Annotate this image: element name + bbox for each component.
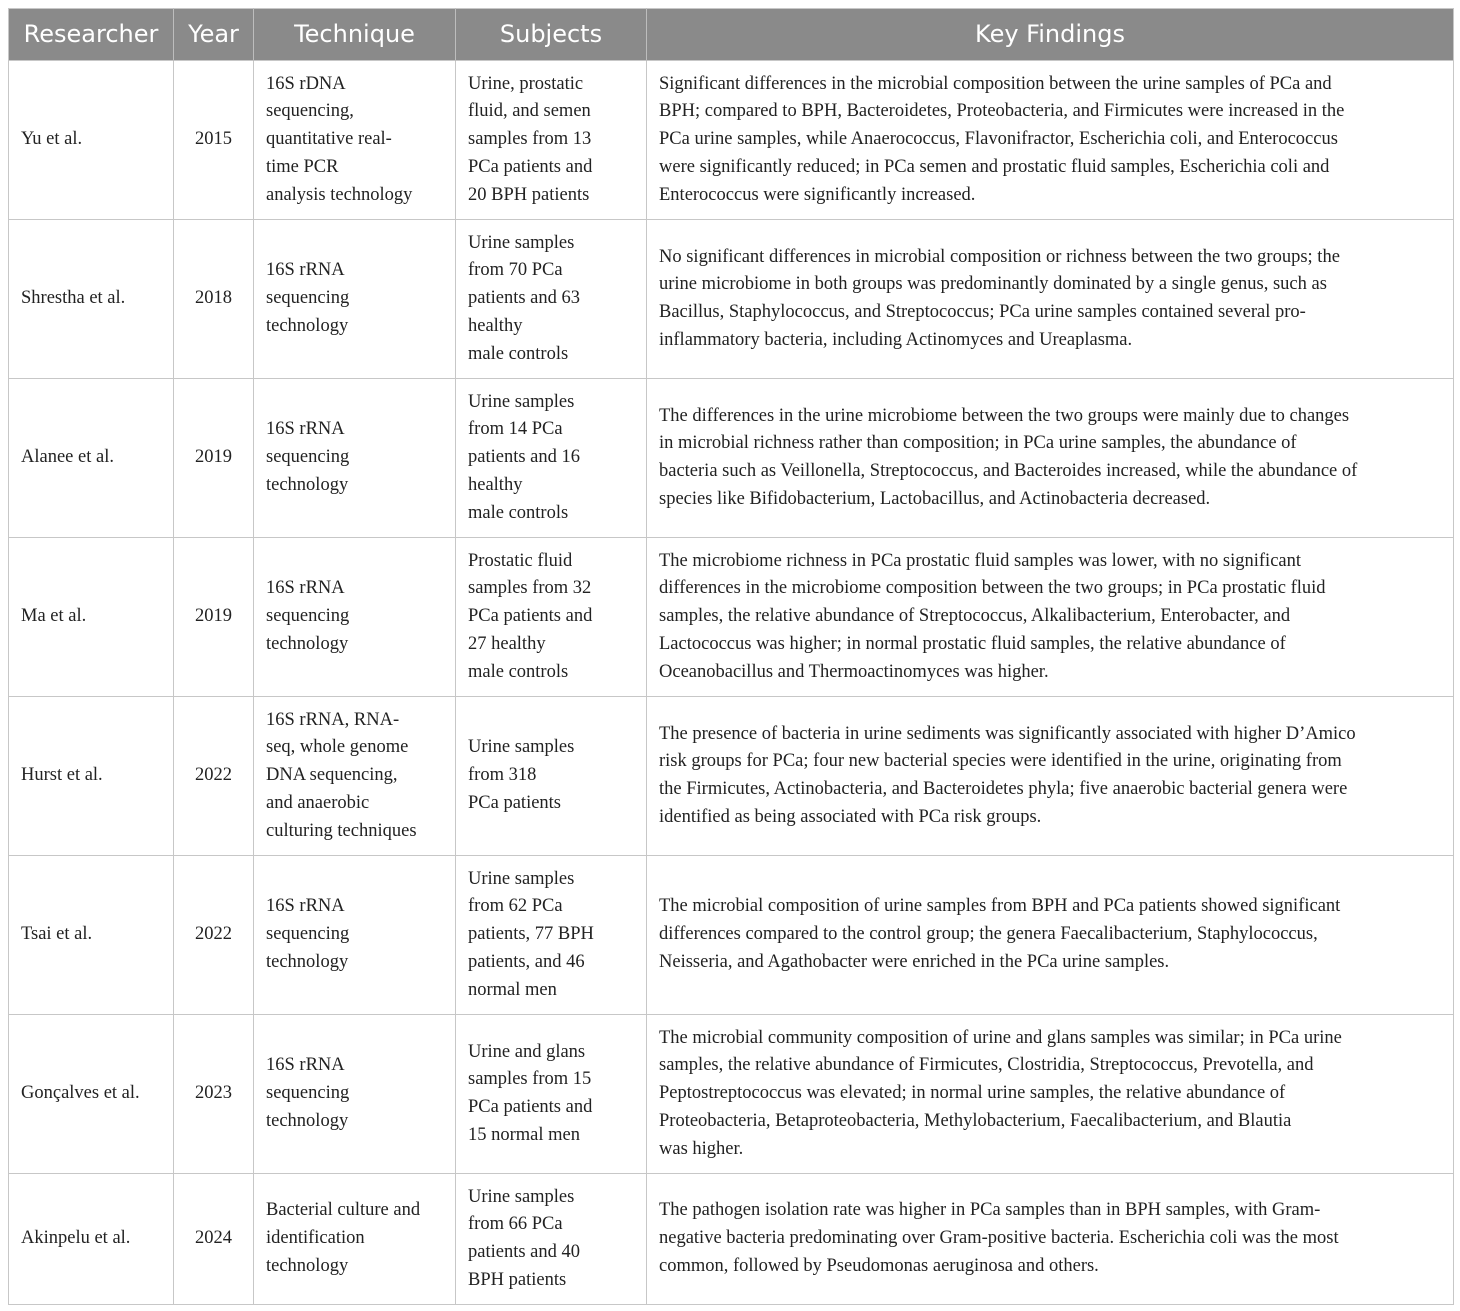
table-row <box>9 697 1454 856</box>
subjects-cell: Urine samples from 318 PCa patients <box>456 697 647 856</box>
subjects-cell: Urine samples from 66 PCa patients and 40 BPH patients <box>456 1174 647 1305</box>
header-researcher: Researcher <box>9 9 174 61</box>
year-cell: 2018 <box>174 220 254 379</box>
researcher-cell: Yu et al. <box>9 61 174 220</box>
researcher-cell: Alanee et al. <box>9 379 174 538</box>
table-row <box>9 538 1454 697</box>
header-key-findings: Key Findings <box>647 9 1454 61</box>
subjects-cell: Prostatic fluid samples from 32 PCa patients and 27 healthy male controls <box>456 538 647 697</box>
header-subjects: Subjects <box>456 9 647 61</box>
table-row <box>9 856 1454 1015</box>
findings-cell: The pathogen isolation rate was higher in PCa samples than in BPH samples, with Gram- negative bacteria predominating over Gram-positive bacteria. Escherichia coli was the most common, followed by Pseudomonas aeruginosa and others. <box>647 1174 1454 1305</box>
findings-cell: The differences in the urine microbiome between the two groups were mainly due to changes in microbial richness rather than composition; in PCa urine samples, the abundance of bacteria such as Veillonella, Streptococcus, and Bacteroides increased, while the abundance of species like Bifidobacterium, Lactobacillus, and Actinobacteria decreased. <box>647 379 1454 538</box>
technique-cell: 16S rRNA sequencing technology <box>254 220 456 379</box>
studies-table <box>8 8 1454 1305</box>
researcher-cell: Akinpelu et al. <box>9 1174 174 1305</box>
technique-cell: 16S rRNA, RNA- seq, whole genome DNA sequencing, and anaerobic culturing techniques <box>254 697 456 856</box>
findings-cell: No significant differences in microbial composition or richness between the two groups; the urine microbiome in both groups was predominantly dominated by a single genus, such as Bacillus, Staphylococcus, and Streptococcus; PCa urine samples contained several pro- inflammatory bacteria, including Actinomyces and Ureaplasma. <box>647 220 1454 379</box>
researcher-cell: Tsai et al. <box>9 856 174 1015</box>
findings-cell: The microbial community composition of urine and glans samples was similar; in PCa urine samples, the relative abundance of Firmicutes, Clostridia, Streptococcus, Prevotella, and Peptostreptococcus was elevated; in normal urine samples, the relative abundance of Proteobacteria, Betaproteobacteria, Methylobacterium, Faecalibacterium, and Blautia was higher. <box>647 1015 1454 1174</box>
year-cell: 2022 <box>174 856 254 1015</box>
year-cell: 2019 <box>174 379 254 538</box>
table-row <box>9 61 1454 220</box>
technique-cell: 16S rDNA sequencing, quantitative real- time PCR analysis technology <box>254 61 456 220</box>
findings-cell: The microbial composition of urine samples from BPH and PCa patients showed significant differences compared to the control group; the genera Faecalibacterium, Staphylococcus, Neisseria, and Agathobacter were enriched in the PCa urine samples. <box>647 856 1454 1015</box>
findings-cell: The presence of bacteria in urine sediments was significantly associated with higher D’Amico risk groups for PCa; four new bacterial species were identified in the urine, originating from the Firmicutes, Actinobacteria, and Bacteroidetes phyla; five anaerobic bacterial genera were identified as being associated with PCa risk groups. <box>647 697 1454 856</box>
technique-cell: 16S rRNA sequencing technology <box>254 1015 456 1174</box>
header-technique: Technique <box>254 9 456 61</box>
subjects-cell: Urine samples from 14 PCa patients and 16 healthy male controls <box>456 379 647 538</box>
subjects-cell: Urine and glans samples from 15 PCa patients and 15 normal men <box>456 1015 647 1174</box>
researcher-cell: Ma et al. <box>9 538 174 697</box>
year-cell: 2015 <box>174 61 254 220</box>
technique-cell: 16S rRNA sequencing technology <box>254 856 456 1015</box>
table-row <box>9 1015 1454 1174</box>
year-cell: 2023 <box>174 1015 254 1174</box>
technique-cell: 16S rRNA sequencing technology <box>254 379 456 538</box>
header-row <box>9 9 1454 61</box>
table-row <box>9 379 1454 538</box>
header-year: Year <box>174 9 254 61</box>
subjects-cell: Urine, prostatic fluid, and semen samples from 13 PCa patients and 20 BPH patients <box>456 61 647 220</box>
year-cell: 2022 <box>174 697 254 856</box>
researcher-cell: Shrestha et al. <box>9 220 174 379</box>
year-cell: 2019 <box>174 538 254 697</box>
findings-cell: Significant differences in the microbial composition between the urine samples of PCa and BPH; compared to BPH, Bacteroidetes, Proteobacteria, and Firmicutes were increased in the PCa urine samples, while Anaerococcus, Flavonifractor, Escherichia coli, and Enterococcus were significantly reduced; in PCa semen and prostatic fluid samples, Escherichia coli and Enterococcus were significantly increased. <box>647 61 1454 220</box>
table-row <box>9 220 1454 379</box>
technique-cell: Bacterial culture and identification technology <box>254 1174 456 1305</box>
technique-cell: 16S rRNA sequencing technology <box>254 538 456 697</box>
year-cell: 2024 <box>174 1174 254 1305</box>
researcher-cell: Gonçalves et al. <box>9 1015 174 1174</box>
subjects-cell: Urine samples from 70 PCa patients and 63 healthy male controls <box>456 220 647 379</box>
researcher-cell: Hurst et al. <box>9 697 174 856</box>
table-row <box>9 1174 1454 1305</box>
subjects-cell: Urine samples from 62 PCa patients, 77 BPH patients, and 46 normal men <box>456 856 647 1015</box>
findings-cell: The microbiome richness in PCa prostatic fluid samples was lower, with no significant differences in the microbiome composition between the two groups; in PCa prostatic fluid samples, the relative abundance of Streptococcus, Alkalibacterium, Enterobacter, and Lactococcus was higher; in normal prostatic fluid samples, the relative abundance of Oceanobacillus and Thermoactinomyces was higher. <box>647 538 1454 697</box>
